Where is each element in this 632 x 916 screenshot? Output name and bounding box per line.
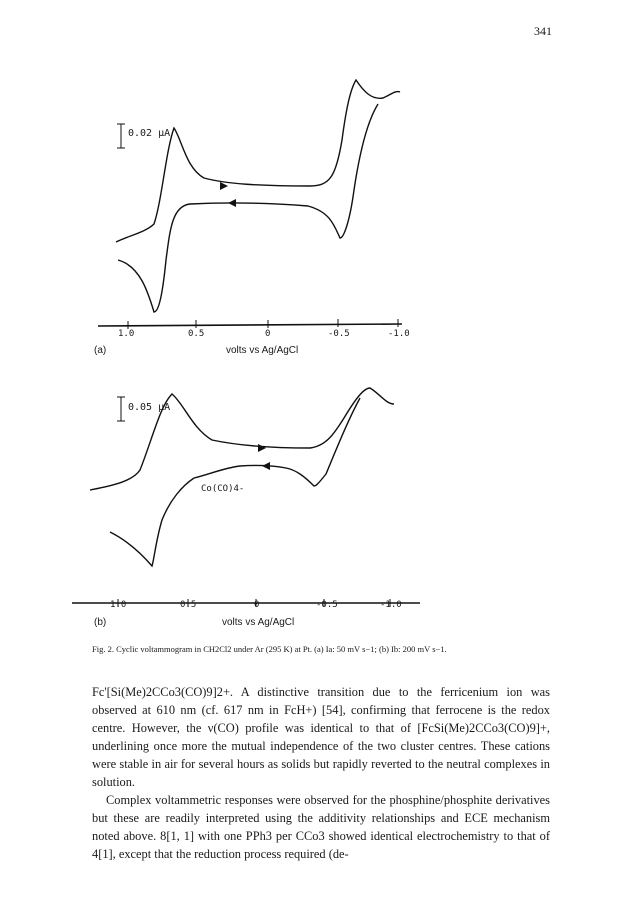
arrow-forward-b [258,444,266,452]
tick-label-b-3: -0.5 [316,600,338,610]
scale-label-a: 0.02 μA [128,128,171,139]
cv-trace-b-lower [110,398,360,566]
page-number: 341 [534,24,552,38]
tick-label-b-1: 0.5 [180,600,197,610]
arrow-reverse-a [228,199,236,207]
panel-label-b: (b) [94,617,107,628]
arrow-forward-a [220,182,228,190]
paragraph-1: Fc'[Si(Me)2CCo3(CO)9]2+. A distinctive transition due to the ferricenium ion was observed at 610 nm (cf. 617 nm in FcH+) [54], confirming that ferrocene is the redox centre. However, the ν(CO) profile was identical to that of [FcSi(Me)2CCo3(CO)9]+, underlining once more the mutual independence of the two cluster centres. These cations were stable in air for several hours as solids but rapidly reverted to the neutral complexes in solution. [92,685,550,789]
tick-label-a-3: -0.5 [328,329,350,339]
tick-label-a-0: 1.0 [118,329,135,339]
tick-label-b-2: 0 [254,600,260,610]
x-axis-a [98,324,402,326]
figure-caption: Fig. 2. Cyclic voltammogram in CH2Cl2 under Ar (295 K) at Pt. (a) Ia: 50 mV s−1; (b) Ib: 200 mV s−1. [92,644,447,654]
tick-label-b-0: 1.0 [110,600,127,610]
body-text [92,683,550,863]
tick-label-b-4: -1.0 [380,600,402,610]
annotation-co-b: Co(CO)4- [201,484,245,494]
tick-label-a-4: -1.0 [388,329,410,339]
panel-label-a: (a) [94,345,107,356]
paragraph-2: Complex voltammetric responses were observed for the phosphine/phosphite derivatives but these are readily interpreted using the additivity relationships and ECE mechanism noted above. 8[1, 1] with one PPh3 per CCo3 showed identical electrochemistry to that of 4[1], except that the reduction process required (de- [92,793,550,861]
scale-label-b: 0.05 μA [128,402,171,413]
cv-trace-a-upper [116,80,400,242]
tick-label-a-2: 0 [265,329,271,339]
scale-bar-b [117,397,125,421]
scale-bar-a [117,124,125,148]
axis-label-b: volts vs Ag/AgCl [222,617,295,628]
arrow-reverse-b [262,462,270,470]
tick-label-a-1: 0.5 [188,329,205,339]
axis-label-a: volts vs Ag/AgCl [226,345,299,356]
